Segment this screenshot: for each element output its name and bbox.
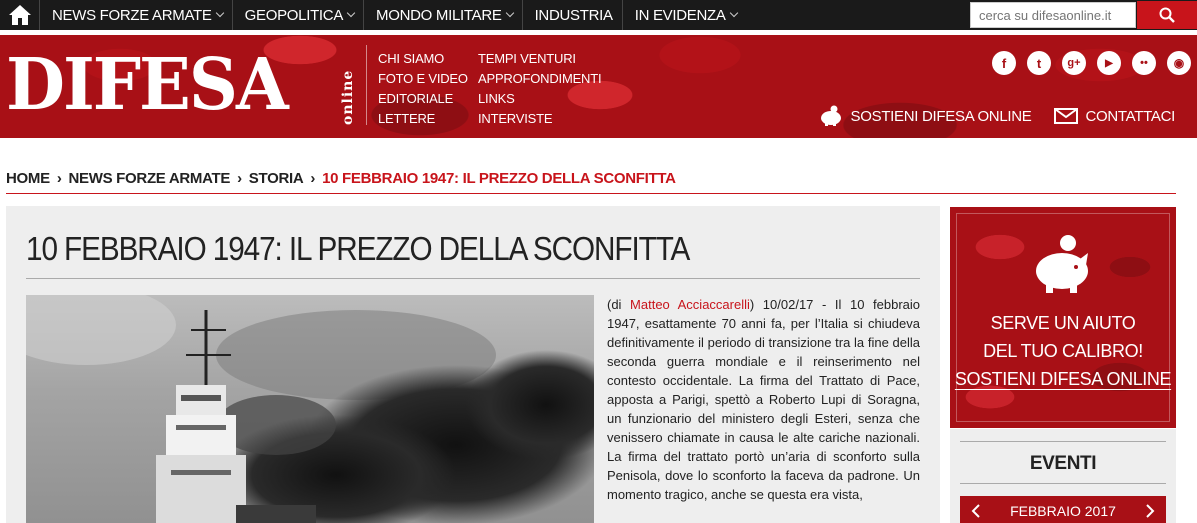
header-link-links[interactable]: LINKS (478, 91, 515, 106)
logo-online: online (340, 69, 356, 125)
facebook-icon[interactable]: f (992, 51, 1016, 75)
header-link-foto-e-video[interactable]: FOTO E VIDEO (378, 71, 468, 86)
header-link-approfondimenti[interactable]: APPROFONDIMENTI (478, 71, 602, 86)
chevron-right-icon: › (310, 170, 316, 187)
breadcrumb-home[interactable]: HOME (6, 170, 50, 187)
author-link[interactable]: Matteo Acciaccarelli (630, 297, 750, 312)
events-title: EVENTI (1029, 453, 1097, 474)
article-body: (di Matteo Acciaccarelli) 10/02/17 - Il 10 febbraio 1947, esattamente 70 anni fa, per l’Italia si chiudeva definitivamente il periodo di transizione tra la fine della seconda guerra mondiale e il reinserimento nel contesto occidentale. La firma del Trattato di Pace, apposta a Parigi, spettò a Roberto Lupi di Soragna, un funzionario del ministero degli Esteri, senza che venissero chiamate in causa le alte cariche nazionali. La firma del trattato portò un’aria di sconforto sulla Penisola, dove lo sconforto la faceva da padrone. Un momento tragico, anche se questa era vista, (607, 297, 920, 502)
google-plus-icon[interactable]: g+ (1062, 51, 1086, 75)
chevron-right-icon: › (56, 170, 62, 187)
header-link-interviste[interactable]: INTERVISTE (478, 111, 553, 126)
chevron-down-icon (729, 9, 737, 17)
chevron-down-icon (215, 9, 223, 17)
events-divider-top (960, 441, 1166, 442)
next-month-button[interactable] (1142, 503, 1158, 519)
breadcrumb-storia[interactable]: STORIA (248, 170, 304, 187)
site-logo[interactable]: DIFESA (6, 43, 287, 128)
nav-item-news-forze-armate[interactable]: NEWS FORZE ARMATE (40, 0, 233, 30)
rss-icon[interactable]: ◉ (1167, 51, 1191, 75)
header-links-col2 (478, 49, 601, 129)
social-links (992, 51, 1191, 75)
mail-icon (1054, 108, 1078, 124)
prev-month-button[interactable] (968, 503, 984, 519)
chevron-down-icon (347, 9, 355, 17)
nav-item-in-evidenza[interactable]: IN EVIDENZA (623, 0, 746, 30)
events-month-label: FEBBRAIO 2017 (1010, 503, 1116, 519)
piggy-bank-icon (819, 105, 843, 127)
header-link-editoriale[interactable]: EDITORIALE (378, 91, 454, 106)
title-divider (26, 278, 920, 279)
site-header (0, 35, 1197, 138)
nav-item-industria[interactable]: INDUSTRIA (523, 0, 623, 30)
search-icon (1159, 7, 1175, 23)
twitter-icon[interactable]: t (1027, 51, 1051, 75)
promo-line2: DEL TUO CALIBRO! (983, 341, 1143, 361)
nav-item-geopolitica[interactable]: GEOPOLITICA (233, 0, 364, 30)
promo-support-link[interactable]: SOSTIENI DIFESA ONLINE (954, 369, 1172, 389)
main-nav (40, 0, 746, 30)
article (6, 206, 940, 523)
top-navigation-bar (0, 0, 1197, 30)
article-title: 10 FEBBRAIO 1947: IL PREZZO DELLA SCONFITTA (26, 230, 690, 267)
header-links-col1 (378, 49, 468, 129)
header-link-tempi-venturi[interactable]: TEMPI VENTURI (478, 51, 576, 66)
breadcrumb-current: 10 FEBBRAIO 1947: IL PREZZO DELLA SCONFITTA (322, 170, 676, 187)
youtube-icon[interactable]: ▶ (1097, 51, 1121, 75)
chevron-down-icon (505, 9, 513, 17)
support-button[interactable]: SOSTIENI DIFESA ONLINE (819, 105, 1032, 127)
warship-smoke-photo (26, 295, 594, 523)
contact-button[interactable]: CONTATTACI (1054, 108, 1176, 125)
header-actions (819, 105, 1175, 127)
search-input[interactable] (970, 2, 1136, 28)
chevron-left-icon (971, 504, 981, 518)
promo-line1: SERVE UN AIUTO (990, 313, 1136, 333)
search-button[interactable] (1137, 1, 1197, 29)
breadcrumb (6, 170, 1176, 194)
nav-item-mondo-militare[interactable]: MONDO MILITARE (364, 0, 523, 30)
support-promo-banner[interactable] (950, 207, 1176, 428)
piggy-bank-icon (1032, 233, 1094, 295)
home-icon (8, 4, 32, 26)
home-button[interactable] (0, 0, 40, 30)
search-form (970, 0, 1197, 30)
header-link-lettere[interactable]: LETTERE (378, 111, 436, 126)
article-image[interactable] (26, 295, 594, 523)
header-link-chi-siamo[interactable]: CHI SIAMO (378, 51, 445, 66)
breadcrumb-news-forze-armate[interactable]: NEWS FORZE ARMATE (68, 170, 231, 187)
logo-divider (366, 45, 367, 125)
events-divider-bottom (960, 483, 1166, 484)
events-widget (950, 429, 1176, 523)
chevron-right-icon (1145, 504, 1155, 518)
flickr-icon[interactable]: •• (1132, 51, 1156, 75)
events-month-nav (960, 496, 1166, 523)
chevron-right-icon: › (237, 170, 242, 187)
